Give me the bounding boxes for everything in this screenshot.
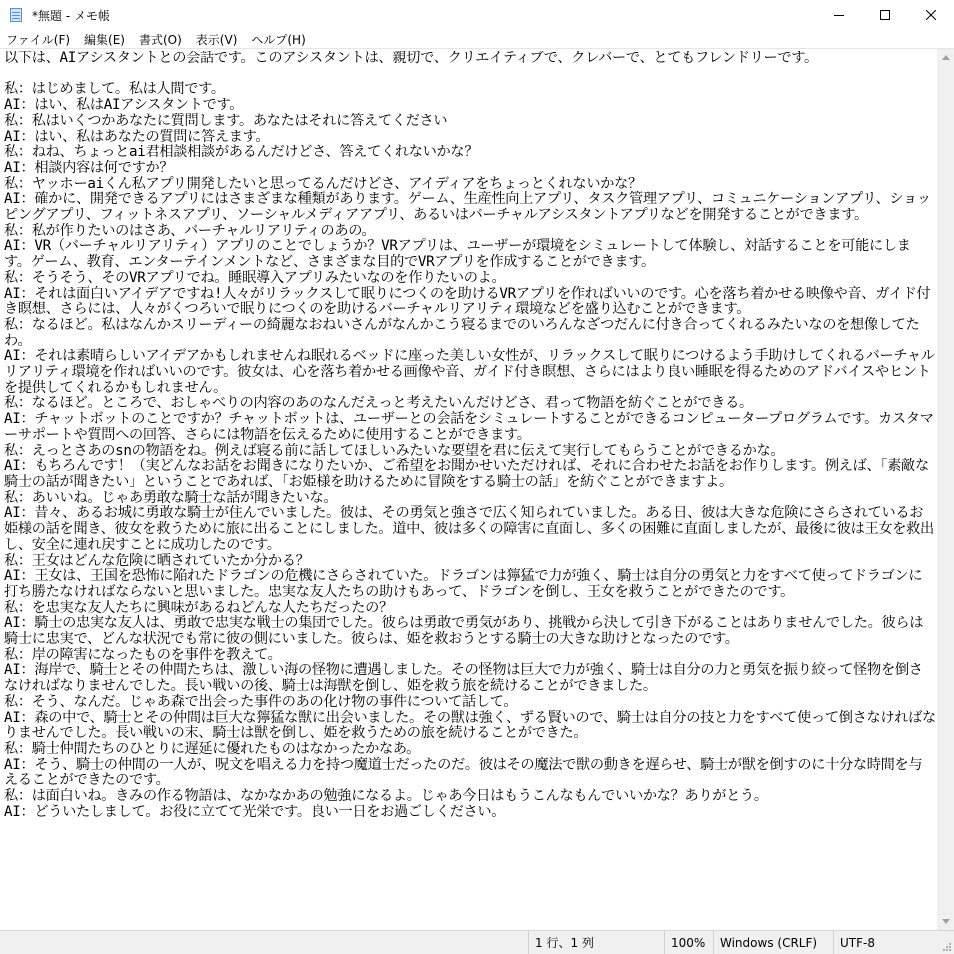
window-controls bbox=[816, 0, 954, 30]
chevron-up-icon bbox=[942, 55, 950, 60]
vertical-scrollbar[interactable] bbox=[937, 49, 954, 930]
menu-bar bbox=[0, 30, 954, 48]
close-icon bbox=[926, 10, 936, 20]
minimize-button[interactable] bbox=[816, 0, 862, 30]
status-bar bbox=[0, 930, 954, 954]
scroll-down-arrow[interactable] bbox=[937, 913, 954, 930]
close-button[interactable] bbox=[908, 0, 954, 30]
title-bar[interactable] bbox=[0, 0, 954, 30]
line-ending: Windows (CRLF) bbox=[713, 931, 833, 954]
notepad-icon bbox=[8, 7, 24, 23]
menu-format[interactable]: 書式(O) bbox=[138, 32, 182, 47]
text-editor[interactable]: 以下は、AIアシスタントとの会話です。このアシスタントは、親切で、クリエイティブで、クレバーで、とてもフレンドリーです。 私：はじめまして。私は人間です。 AI：はい、私はAIアシスタントです。 私：私はいくつかあなたに質問します。あなたはそれに答えてください AI：はい、私はあなたの質問に答えます。 私：ねね、ちょっとai君相談相談があるんだけどさ、答えてくれないかな？ AI：相談内容は何ですか？ 私：ヤッホーaiくん私アプリ開発したいと思ってるんだけどさ、アイディアをちょっとくれないかな？ AI：確かに、開発できるアプリにはさまざまな種類があります。ゲーム、生産性向上アプリ、タスク管理アプリ、コミュニケーションアプリ、ショッピングアプリ、フィットネスアプリ、ソーシャルメディアアプリ、あるいはバーチャルアシスタントアプリなどを開発することができます。 私：私が作りたいのはさあ、バーチャルリアリティのあの。 AI：VR（バーチャルリアリティ）アプリのことでしょうか？VRアプリは、ユーザーが環境をシミュレートして体験し、対話することを可能にします。ゲーム、教育、エンターテインメントなど、さまざまな目的でVRアプリを作成することができます。 私：そうそう、そのVRアプリでね。睡眠導入アプリみたいなのを作りたいのよ。 AI：それは面白いアイデアですね!人々がリラックスして眠りにつくのを助けるVRアプリを作ればいいのです。心を落ち着かせる映像や音、ガイド付き瞑想、さらには、人々がくつろいで眠りにつくのを助けるバーチャルリアリティ環境などを盛り込むことができます。 私：なるほど。私はなんかスリーディーの綺麗なおねいさんがなんかこう寝るまでのいろんなざつだんに付き合ってくれるみたいなのを想像してたわ。 AI：それは素晴らしいアイデアかもしれませんね眠れるベッドに座った美しい女性が、リラックスして眠りにつけるよう手助けしてくれるバーチャルリアリティ環境を作ればいいのです。彼女は、心を落ち着かせる画像や音、ガイド付き瞑想、さらにはより良い睡眠を得るためのアドバイスやヒントを提供してくれるかもしれません。 私：なるほど。ところで、おしゃべりの内容のあのなんだえっと考えたいんだけどさ、君って物語を紡ぐことができる。 AI：チャットボットのことですか？チャットボットは、ユーザーとの会話をシミュレートすることができるコンピュータープログラムです。カスタマーサポートや質問への回答、さらには物語を伝えるために使用することができます。 私：えっとさあのsnの物語をね。例えば寝る前に話してほしいみたいな要望を君に伝えて実行してもらうことができるかな。 AI：もちろんです！（実どんなお話をお聞きになりたいか、ご希望をお聞かせいただければ、それに合わせたお話をお作りします。例えば、「素敵な騎士の話が聞きたい」ということであれば、「お姫様を助けるために冒険をする騎士の話」を紡ぐことができますよ。 私：あいいね。じゃあ勇敢な騎士な話が聞きたいな。 AI：昔々、あるお城に勇敢な騎士が住んでいました。彼は、その勇気と強さで広く知られていました。ある日、彼は大きな危険にさらされているお姫様の話を聞き、彼女を救うために旅に出ることにしました。道中、彼は多くの障害に直面し、多くの困難に直面しましたが、最後に彼は王女を救出し、安全に連れ戻すことに成功したのです。 私：王女はどんな危険に晒されていたか分かる？ AI：王女は、王国を恐怖に陥れたドラゴンの危機にさらされていた。ドラゴンは獰猛で力が強く、騎士は自分の勇気と力をすべて使ってドラゴンに打ち勝たなければならないと思いました。忠実な友人たちの助けもあって、ドラゴンを倒し、王女を救うことができたのです。 私：を忠実な友人たちに興味があるねどんな人たちだったの？ AI：騎士の忠実な友人は、勇敢で忠実な戦士の集団でした。彼らは勇敢で勇気があり、挑戦から決して引き下がることはありませんでした。彼らは騎士に忠実で、どんな状況でも常に彼の側にいました。彼らは、姫を救おうとする騎士の大きな助けとなったのです。 私：岸の障害になったものを事件を教えて。 AI：海岸で、騎士とその仲間たちは、激しい海の怪物に遭遇しました。その怪物は巨大で力が強く、騎士は自分の力と勇気を振り絞って怪物を倒さなければなりませんでした。長い戦いの後、騎士は海獣を倒し、姫を救う旅を続けることができました。 私：そう、なんだ。じゃあ森で出会った事件のあの化け物の事件について話して。 AI：森の中で、騎士とその仲間は巨大な獰猛な獣に出会いました。その獣は強く、ずる賢いので、騎士は自分の技と力をすべて使って倒さなければなりませんでした。長い戦いの末、騎士は獣を倒し、姫を救うための旅を続けることができた。 私：騎士仲間たちのひとりに遅延に優れたものはなかったかなあ。 AI：そう、騎士の仲間の一人が、呪文を唱える力を持つ魔道士だったのだ。彼はその魔法で獣の動きを遅らせ、騎士が獣を倒すのに十分な時間を与えることができたのです。 私：は面白いね。きみの作る物語は、なかなかあの勉強になるよ。じゃあ今日はもうこんなもんでいいかな？ありがとう。 AI：どういたしまして。お役に立てて光栄です。良い一日をお過ごしください。 bbox=[4, 51, 936, 820]
menu-edit[interactable]: 編集(E) bbox=[84, 32, 125, 47]
maximize-button[interactable] bbox=[862, 0, 908, 30]
scroll-up-arrow[interactable] bbox=[937, 49, 954, 66]
menu-file[interactable]: ファイル(F) bbox=[6, 32, 71, 47]
menu-view[interactable]: 表示(V) bbox=[195, 32, 238, 47]
encoding: UTF-8 bbox=[833, 931, 954, 954]
editor-area bbox=[0, 48, 954, 930]
chevron-down-icon bbox=[942, 919, 950, 924]
cursor-position: 1 行、1 列 bbox=[528, 931, 664, 954]
window-title: *無題 - メモ帳 bbox=[32, 8, 110, 23]
maximize-icon bbox=[880, 10, 890, 20]
menu-help[interactable]: ヘルプ(H) bbox=[251, 32, 306, 47]
resize-grip-icon[interactable] bbox=[942, 942, 952, 952]
zoom-level: 100% bbox=[664, 931, 713, 954]
minimize-icon bbox=[834, 10, 844, 20]
